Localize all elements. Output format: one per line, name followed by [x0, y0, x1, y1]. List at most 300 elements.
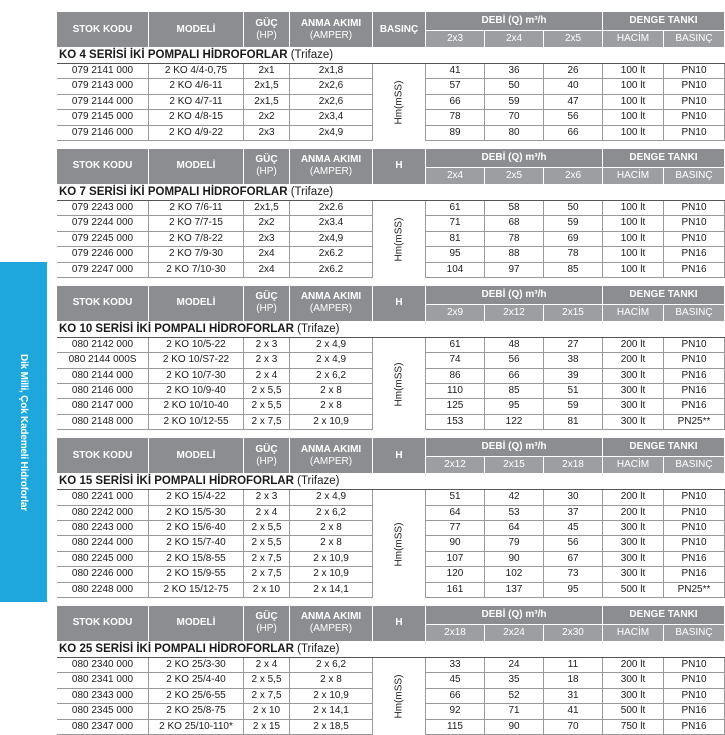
table-cell: 2x2,6 [290, 79, 373, 93]
table-cell: 2x6.2 [290, 263, 373, 277]
table-cell: 2 KO 25/3-30 [149, 658, 244, 672]
table-cell: 50 [544, 201, 603, 215]
table-cell: 2 KO 10/5-22 [149, 338, 244, 352]
table-cell: 2 x 4,9 [290, 353, 373, 367]
table-cell: 100 lt [603, 201, 664, 215]
table-cell: 59 [485, 95, 544, 109]
table-cell: 2 x 5,5 [244, 673, 290, 687]
table-cell: 66 [485, 369, 544, 383]
table-cell: 97 [485, 263, 544, 277]
header-tank-basinc: BASINÇ [664, 456, 725, 473]
table-cell: 2 x 4 [244, 658, 290, 672]
table-cell: 300 lt [603, 536, 664, 550]
header-q-0: 2x18 [426, 624, 485, 641]
table-cell: 2 x 8 [290, 673, 373, 687]
header-debi: DEBİ (Q) m³/h [426, 149, 603, 167]
table-body [57, 657, 725, 735]
table-body [57, 489, 725, 598]
table-cell: 2 x 10,9 [290, 689, 373, 703]
header-hacim: HACİM [603, 624, 664, 641]
table-cell: 77 [426, 521, 485, 535]
table-cell: PN10 [664, 64, 725, 78]
table-cell: 2 KO 4/6-11 [149, 79, 244, 93]
table-cell: 080 2347 000 [57, 720, 149, 734]
table-cell: 115 [426, 720, 485, 734]
table-cell: 2 KO 15/9-55 [149, 567, 244, 581]
table-cell: 86 [426, 369, 485, 383]
table-cell: 2 x 4,9 [290, 490, 373, 504]
table-cell: 2 x 5,5 [244, 521, 290, 535]
table-cell: 079 2243 000 [57, 201, 149, 215]
header-q-1: 2x5 [485, 167, 544, 184]
table-cell: 2 x 4,9 [290, 338, 373, 352]
table-cell: 080 2248 000 [57, 583, 149, 597]
table-cell: 45 [544, 521, 603, 535]
header-model: MODELİ [149, 286, 244, 321]
table-cell: 58 [485, 201, 544, 215]
table-cell: 2x1,5 [244, 201, 290, 215]
table-cell: 41 [426, 64, 485, 78]
table-cell: 079 2244 000 [57, 216, 149, 230]
header-model: MODELİ [149, 149, 244, 184]
table-cell: 2 KO 10/12-55 [149, 415, 244, 429]
table-cell: 66 [544, 126, 603, 140]
table-cell: 500 lt [603, 583, 664, 597]
header-q-0: 2x9 [426, 304, 485, 321]
table-cell: PN16 [664, 567, 725, 581]
table-cell: 37 [544, 506, 603, 520]
table-cell: 2x4,9 [290, 126, 373, 140]
table-cell: 41 [544, 704, 603, 718]
table-cell: 64 [485, 521, 544, 535]
table-cell: 56 [485, 353, 544, 367]
table-cell: 153 [426, 415, 485, 429]
table-cell: 200 lt [603, 506, 664, 520]
header-basinc: BASINÇ [373, 12, 426, 47]
table-cell: 300 lt [603, 399, 664, 413]
table-cell: PN16 [664, 263, 725, 277]
h-unit-label: Hm(mSS) [373, 338, 426, 430]
header-q-2: 2x18 [544, 456, 603, 473]
table-cell: 2x4 [244, 263, 290, 277]
table-cell: 2 x 6,2 [290, 369, 373, 383]
header-basinc: H [373, 606, 426, 641]
header-stok-kodu: STOK KODU [57, 149, 149, 184]
table-cell: 57 [426, 79, 485, 93]
table-cell: 2 KO 4/4-0,75 [149, 64, 244, 78]
table-cell: 71 [485, 704, 544, 718]
table-cell: 52 [485, 689, 544, 703]
table-cell: 79 [485, 536, 544, 550]
header-guc: GÜÇ (HP) [244, 606, 290, 641]
header-debi: DEBİ (Q) m³/h [426, 12, 603, 30]
header-hacim: HACİM [603, 304, 664, 321]
header-akim: ANMA AKIMI (AMPER) [290, 606, 373, 641]
table-cell: 080 2345 000 [57, 704, 149, 718]
table-cell: PN10 [664, 506, 725, 520]
header-q-0: 2x12 [426, 456, 485, 473]
table-cell: 2 x 14,1 [290, 704, 373, 718]
section-title: KO 4 SERİSİ İKİ POMPALI HİDROFORLAR (Trifaze) [59, 49, 334, 61]
header-stok-kodu: STOK KODU [57, 438, 149, 473]
header-tank-basinc: BASINÇ [664, 624, 725, 641]
table-cell: 100 lt [603, 79, 664, 93]
table-cell: 90 [426, 536, 485, 550]
table-cell: 31 [544, 689, 603, 703]
table-cell: 100 lt [603, 247, 664, 261]
table-cell: 67 [544, 552, 603, 566]
header-model: MODELİ [149, 12, 244, 47]
header-q-2: 2x6 [544, 167, 603, 184]
table-cell: 100 lt [603, 216, 664, 230]
table-cell: 2 KO 7/10-30 [149, 263, 244, 277]
table-cell: 080 2148 000 [57, 415, 149, 429]
table-cell: 080 2144 000S [57, 353, 149, 367]
table-cell: 73 [544, 567, 603, 581]
table-cell: 079 2246 000 [57, 247, 149, 261]
table-cell: 24 [485, 658, 544, 672]
table-cell: 66 [426, 95, 485, 109]
table-cell: PN16 [664, 247, 725, 261]
table-cell: 81 [544, 415, 603, 429]
product-tables [57, 12, 725, 735]
table-cell: 2 KO 4/7-11 [149, 95, 244, 109]
header-akim: ANMA AKIMI (AMPER) [290, 286, 373, 321]
table-cell: 079 2144 000 [57, 95, 149, 109]
table-cell: PN16 [664, 720, 725, 734]
table-cell: 56 [544, 536, 603, 550]
header-hacim: HACİM [603, 456, 664, 473]
table-cell: 38 [544, 353, 603, 367]
table-cell: PN25** [664, 415, 725, 429]
table-cell: 200 lt [603, 490, 664, 504]
table-cell: 59 [544, 216, 603, 230]
table-cell: 53 [485, 506, 544, 520]
header-akim: ANMA AKIMI (AMPER) [290, 12, 373, 47]
table-cell: 100 lt [603, 110, 664, 124]
header-stok-kodu: STOK KODU [57, 12, 149, 47]
table-cell: 30 [544, 490, 603, 504]
h-unit-label: Hm(mSS) [373, 201, 426, 278]
table-header [57, 606, 725, 641]
table-cell: 2 x 14,1 [290, 583, 373, 597]
table-cell: PN10 [664, 536, 725, 550]
table-cell: 100 lt [603, 263, 664, 277]
table-cell: 2x1,5 [244, 95, 290, 109]
table-cell: 95 [426, 247, 485, 261]
table-cell: 40 [544, 79, 603, 93]
header-guc: GÜÇ (HP) [244, 286, 290, 321]
table-cell: PN10 [664, 338, 725, 352]
table-cell: 080 2341 000 [57, 673, 149, 687]
header-denge-tanki: DENGE TANKI [603, 606, 725, 624]
table-cell: 2x3 [244, 126, 290, 140]
header-stok-kodu: STOK KODU [57, 606, 149, 641]
table-cell: 2 x 10,9 [290, 567, 373, 581]
table-cell: 079 2146 000 [57, 126, 149, 140]
table-cell: 33 [426, 658, 485, 672]
table-cell: PN10 [664, 232, 725, 246]
table-cell: 300 lt [603, 369, 664, 383]
header-tank-basinc: BASINÇ [664, 304, 725, 321]
header-q-2: 2x15 [544, 304, 603, 321]
table-cell: 81 [426, 232, 485, 246]
table-cell: 36 [485, 64, 544, 78]
table-cell: 300 lt [603, 673, 664, 687]
table-cell: 66 [426, 689, 485, 703]
table-cell: 2 x 5,5 [244, 399, 290, 413]
table-cell: 95 [485, 399, 544, 413]
table-cell: 2 x 5,5 [244, 536, 290, 550]
table-cell: 56 [544, 110, 603, 124]
table-cell: 2 KO 4/9-22 [149, 126, 244, 140]
table-cell: PN16 [664, 552, 725, 566]
table-cell: 100 lt [603, 64, 664, 78]
table-cell: 107 [426, 552, 485, 566]
header-q-1: 2x4 [485, 30, 544, 47]
table-body [57, 63, 725, 141]
header-debi: DEBİ (Q) m³/h [426, 286, 603, 304]
table-cell: 61 [426, 338, 485, 352]
table-cell: 120 [426, 567, 485, 581]
table-cell: 2 KO 25/6-55 [149, 689, 244, 703]
header-denge-tanki: DENGE TANKI [603, 12, 725, 30]
table-cell: 78 [426, 110, 485, 124]
table-cell: 64 [426, 506, 485, 520]
header-q-1: 2x15 [485, 456, 544, 473]
table-cell: 200 lt [603, 338, 664, 352]
table-cell: PN16 [664, 704, 725, 718]
table-cell: PN10 [664, 353, 725, 367]
side-tab-label: Dik Milli, Çok Kademeli Hidroforlar [18, 353, 30, 511]
header-akim: ANMA AKIMI (AMPER) [290, 149, 373, 184]
table-cell: 2 KO 10/10-40 [149, 399, 244, 413]
header-q-2: 2x5 [544, 30, 603, 47]
table-cell: 079 2245 000 [57, 232, 149, 246]
table-cell: 137 [485, 583, 544, 597]
table-cell: 2x2,6 [290, 95, 373, 109]
table-cell: 100 lt [603, 95, 664, 109]
table-cell: 500 lt [603, 704, 664, 718]
table-cell: 2x2.6 [290, 201, 373, 215]
table-cell: 2 KO 15/7-40 [149, 536, 244, 550]
table-cell: PN10 [664, 95, 725, 109]
table-cell: 2 KO 15/12-75 [149, 583, 244, 597]
table-header [57, 12, 725, 47]
table-header [57, 438, 725, 473]
section-3 [57, 438, 725, 598]
table-cell: 51 [426, 490, 485, 504]
table-cell: 85 [485, 384, 544, 398]
table-cell: 2 x 10 [244, 583, 290, 597]
table-cell: 080 2144 000 [57, 369, 149, 383]
section-title: KO 25 SERİSİ İKİ POMPALI HİDROFORLAR (Trifaze) [59, 642, 340, 655]
table-cell: 300 lt [603, 415, 664, 429]
header-model: MODELİ [149, 606, 244, 641]
section-0 [57, 12, 725, 141]
table-cell: 2 KO 15/8-55 [149, 552, 244, 566]
table-cell: 2 x 8 [290, 384, 373, 398]
table-cell: 27 [544, 338, 603, 352]
table-cell: 88 [485, 247, 544, 261]
table-cell: 2x3,4 [290, 110, 373, 124]
table-cell: 300 lt [603, 552, 664, 566]
header-q-0: 2x3 [426, 30, 485, 47]
table-cell: 080 2242 000 [57, 506, 149, 520]
table-header [57, 149, 725, 184]
table-cell: 080 2245 000 [57, 552, 149, 566]
table-cell: 2 KO 10/S7-22 [149, 353, 244, 367]
table-cell: 2x6.2 [290, 247, 373, 261]
table-cell: 161 [426, 583, 485, 597]
table-cell: PN16 [664, 399, 725, 413]
table-cell: PN10 [664, 79, 725, 93]
table-cell: 080 2146 000 [57, 384, 149, 398]
table-cell: 39 [544, 369, 603, 383]
table-cell: 2 KO 7/9-30 [149, 247, 244, 261]
table-cell: 079 2143 000 [57, 79, 149, 93]
section-1 [57, 149, 725, 278]
header-q-1: 2x24 [485, 624, 544, 641]
table-cell: 2 KO 10/7-30 [149, 369, 244, 383]
table-cell: 300 lt [603, 567, 664, 581]
header-denge-tanki: DENGE TANKI [603, 149, 725, 167]
table-cell: 78 [485, 232, 544, 246]
header-tank-basinc: BASINÇ [664, 167, 725, 184]
table-cell: 2 KO 4/8-15 [149, 110, 244, 124]
table-cell: 2x1,5 [244, 79, 290, 93]
table-cell: 100 lt [603, 232, 664, 246]
table-cell: 48 [485, 338, 544, 352]
header-hacim: HACİM [603, 167, 664, 184]
table-cell: 2x3 [244, 232, 290, 246]
table-cell: 080 2340 000 [57, 658, 149, 672]
table-cell: 125 [426, 399, 485, 413]
header-model: MODELİ [149, 438, 244, 473]
header-debi: DEBİ (Q) m³/h [426, 606, 603, 624]
table-cell: 2x1,8 [290, 64, 373, 78]
table-cell: 079 2247 000 [57, 263, 149, 277]
table-cell: 2 x 6,2 [290, 658, 373, 672]
section-title: KO 7 SERİSİ İKİ POMPALI HİDROFORLAR (Trifaze) [59, 185, 334, 198]
table-cell: 122 [485, 415, 544, 429]
table-cell: 2 x 8 [290, 521, 373, 535]
header-stok-kodu: STOK KODU [57, 286, 149, 321]
h-unit-label: Hm(mSS) [373, 658, 426, 735]
header-basinc: H [373, 149, 426, 184]
header-hacim: HACİM [603, 30, 664, 47]
table-cell: 95 [544, 583, 603, 597]
table-cell: 2 x 10 [244, 704, 290, 718]
header-guc: GÜÇ (HP) [244, 149, 290, 184]
table-cell: 079 2141 000 [57, 64, 149, 78]
table-cell: PN10 [664, 110, 725, 124]
h-unit-label: Hm(mSS) [373, 64, 426, 141]
table-cell: 300 lt [603, 521, 664, 535]
header-guc: GÜÇ (HP) [244, 12, 290, 47]
h-unit-label: Hm(mSS) [373, 490, 426, 598]
table-cell: 2 KO 25/8-75 [149, 704, 244, 718]
table-cell: PN10 [664, 673, 725, 687]
header-q-0: 2x4 [426, 167, 485, 184]
header-akim: ANMA AKIMI (AMPER) [290, 438, 373, 473]
table-cell: PN10 [664, 521, 725, 535]
table-cell: PN16 [664, 384, 725, 398]
header-denge-tanki: DENGE TANKI [603, 438, 725, 456]
table-cell: 2x3.4 [290, 216, 373, 230]
table-cell: 18 [544, 673, 603, 687]
table-cell: 2 x 3 [244, 490, 290, 504]
table-cell: PN25** [664, 583, 725, 597]
table-cell: 300 lt [603, 689, 664, 703]
header-basinc: H [373, 438, 426, 473]
table-cell: 2 x 5,5 [244, 384, 290, 398]
table-cell: 080 2343 000 [57, 689, 149, 703]
table-cell: 080 2147 000 [57, 399, 149, 413]
table-cell: 2 x 10,9 [290, 415, 373, 429]
table-cell: 080 2243 000 [57, 521, 149, 535]
table-cell: PN10 [664, 689, 725, 703]
table-cell: 2 KO 15/6-40 [149, 521, 244, 535]
table-cell: PN10 [664, 126, 725, 140]
table-cell: 2 x 7,5 [244, 552, 290, 566]
table-cell: 45 [426, 673, 485, 687]
table-cell: 080 2244 000 [57, 536, 149, 550]
table-cell: 2 x 15 [244, 720, 290, 734]
table-cell: 26 [544, 64, 603, 78]
table-cell: 2 KO 10/9-40 [149, 384, 244, 398]
table-cell: 78 [544, 247, 603, 261]
table-cell: 750 lt [603, 720, 664, 734]
table-cell: 2x2 [244, 216, 290, 230]
table-cell: PN10 [664, 216, 725, 230]
table-cell: 080 2241 000 [57, 490, 149, 504]
table-body [57, 200, 725, 278]
table-cell: 2x1 [244, 64, 290, 78]
table-cell: 2 KO 15/5-30 [149, 506, 244, 520]
table-cell: 47 [544, 95, 603, 109]
table-cell: 42 [485, 490, 544, 504]
table-cell: 2 x 18,5 [290, 720, 373, 734]
table-cell: 2 x 7,5 [244, 689, 290, 703]
table-cell: 2 KO 7/6-11 [149, 201, 244, 215]
header-guc: GÜÇ (HP) [244, 438, 290, 473]
table-cell: 2 x 10,9 [290, 552, 373, 566]
section-4 [57, 606, 725, 735]
table-cell: 2 KO 25/4-40 [149, 673, 244, 687]
table-cell: 59 [544, 399, 603, 413]
table-cell: PN10 [664, 490, 725, 504]
section-title: KO 10 SERİSİ İKİ POMPALI HİDROFORLAR (Trifaze) [59, 322, 340, 335]
table-cell: 104 [426, 263, 485, 277]
header-debi: DEBİ (Q) m³/h [426, 438, 603, 456]
table-header [57, 286, 725, 321]
table-cell: 2 KO 25/10-110* [149, 720, 244, 734]
table-cell: 71 [426, 216, 485, 230]
table-cell: 2x4 [244, 247, 290, 261]
header-tank-basinc: BASINÇ [664, 30, 725, 47]
table-cell: 102 [485, 567, 544, 581]
table-cell: 69 [544, 232, 603, 246]
table-cell: 74 [426, 353, 485, 367]
table-cell: 080 2246 000 [57, 567, 149, 581]
table-cell: 2x4,9 [290, 232, 373, 246]
table-cell: 68 [485, 216, 544, 230]
table-cell: PN16 [664, 369, 725, 383]
table-cell: 2 x 7,5 [244, 415, 290, 429]
table-cell: 35 [485, 673, 544, 687]
table-cell: 61 [426, 201, 485, 215]
